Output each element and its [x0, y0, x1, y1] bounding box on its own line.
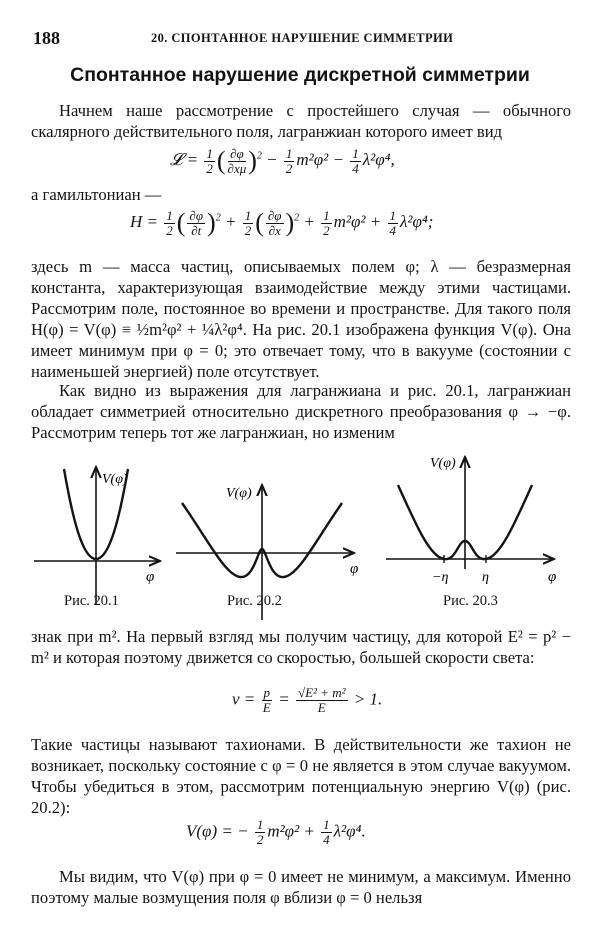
frac-half-2: $\frac{1}{2}$ — [285, 145, 293, 176]
frac-sqrt-over-E: $\frac{\text{√E² + m²}}{E}$ — [298, 685, 346, 715]
running-head: 20. СПОНТАННОЕ НАРУШЕНИЕ СИММЕТРИИ — [151, 31, 454, 45]
lagrangian-lhs: 𝓛 = — [170, 149, 199, 169]
hamiltonian-lhs: H = — [130, 211, 158, 231]
fig1-y-label: V(φ) — [102, 472, 128, 487]
paragraph-7: Мы видим, что V(φ) при φ = 0 имеет не минимум, а максимум. Именно поэтому малые возмущения поля φ вблизи φ = 0 нельзя — [31, 867, 571, 907]
fig3-tick-label-neg-eta: −η — [432, 570, 449, 585]
fig3-y-label: V(φ) — [430, 456, 456, 471]
section-title: Спонтанное нарушение дискретной симметрии — [70, 64, 530, 86]
lagrangian-equation: 𝓛 = $\frac{1}{2}$ ( $\frac{\partial\varphi}{\partial x\mu}$ )$^2$ − $\frac{1}{2}$ m²φ² − $\frac{1}{4}$ λ²φ⁴, — [170, 145, 395, 176]
fig2-caption: Рис. 20.2 — [227, 593, 282, 609]
hamiltonian-mass-term: m²φ² + — [333, 211, 382, 231]
figure-20-3 — [386, 456, 556, 585]
fig2-x-label: φ — [350, 561, 359, 577]
potential-quartic-term: λ²φ⁴. — [333, 821, 366, 841]
page-header — [33, 28, 573, 50]
frac-dphi-dt: $\frac{\partial\varphi}{\partial t}$ — [189, 207, 204, 238]
potential-equation: V(φ) = − $\frac{1}{2}$ m²φ² + $\frac{1}{4}$ λ²φ⁴. — [186, 817, 366, 847]
paragraph-3: здесь m — масса частиц, описываемых полем φ; λ — безразмерная константа, характеризующая взаимодействие между этими частицами. Рассмотрим поле, постоянное во времени и пространстве. Для такого поля H(φ) = V(φ) ≡ ½m²φ² + ¼λ²φ⁴. На рис. 20.1 изображена функция V(φ). Она имеет минимум при φ = 0; это отвечает тому, что в вакууме (состоянии с наименьшей энергией) поле отсутствует. — [31, 257, 571, 381]
hamiltonian-equation: H = $\frac{1}{2}$ ( $\frac{\partial\varphi}{\partial t}$ )$^2$ + $\frac{1}{2}$ ( $\frac{\partial\varphi}{\partial x}$ )$^2$ + $\frac{1}{2}$ m²φ² + $\frac{1}{4}$ λ²φ⁴; — [130, 207, 434, 238]
figures-row — [20, 445, 580, 625]
frac-dphi-dxmu: $\frac{\partial\varphi}{\partial x\mu}$ — [227, 145, 247, 176]
figure-20-1 — [34, 467, 160, 605]
lagrangian-mass-term: m²φ² − — [296, 149, 345, 169]
paragraph-2: а гамильтониан — — [31, 185, 162, 204]
frac-p-over-E: $\frac{p}{E}$ — [262, 685, 271, 715]
potential-lhs: V(φ) = − — [186, 821, 249, 841]
page-number: 188 — [33, 28, 60, 48]
paragraph-4: Как видно из выражения для лагранжиана и рис. 20.1, лагранжиан обладает симметрией относительно дискретного преобразования φ → −φ. Рассмотрим теперь тот же лагранжиан, но изменим — [31, 381, 571, 442]
velocity-equation: v = $\frac{p}{E}$ = $\frac{\text{√E² + m²}}{E}$ > 1. — [232, 685, 383, 715]
fig3-caption: Рис. 20.3 — [443, 593, 498, 609]
paragraph-6: Такие частицы называют тахионами. В действительности же тахион не возникает, поскольку состояние с φ = 0 не является в этом случае вакуумом. Чтобы убедиться в этом, рассмотрим потенциальную энергию V(φ) (рис. 20.2): — [31, 735, 571, 817]
frac-quarter: $\frac{1}{4}$ — [352, 145, 359, 176]
fig2-y-label: V(φ) — [226, 486, 252, 501]
frac-half: $\frac{1}{2}$ — [206, 145, 213, 176]
fig3-tick-label-eta: η — [482, 570, 489, 585]
fig1-caption: Рис. 20.1 — [64, 593, 119, 609]
fig3-x-label: φ — [548, 569, 557, 585]
velocity-lhs: v = — [232, 689, 256, 709]
fig1-x-label: φ — [146, 569, 155, 585]
hamiltonian-quartic-term: λ²φ⁴; — [400, 211, 434, 231]
lagrangian-quartic-term: λ²φ⁴, — [362, 149, 395, 169]
frac-dphi-dx: $\frac{\partial\varphi}{\partial x}$ — [267, 207, 282, 238]
paragraph-1: Начнем наше рассмотрение с простейшего случая — обычного скалярного действительного поля, лагранжиан которого имеет вид — [31, 101, 571, 141]
velocity-inequality: > 1. — [353, 689, 383, 709]
paragraph-5: знак при m². На первый взгляд мы получим частицу, для которой E² = p² − m² и которая поэтому движется со скоростью, большей скорости света: — [31, 627, 571, 667]
potential-mass-term: m²φ² + — [267, 821, 315, 841]
